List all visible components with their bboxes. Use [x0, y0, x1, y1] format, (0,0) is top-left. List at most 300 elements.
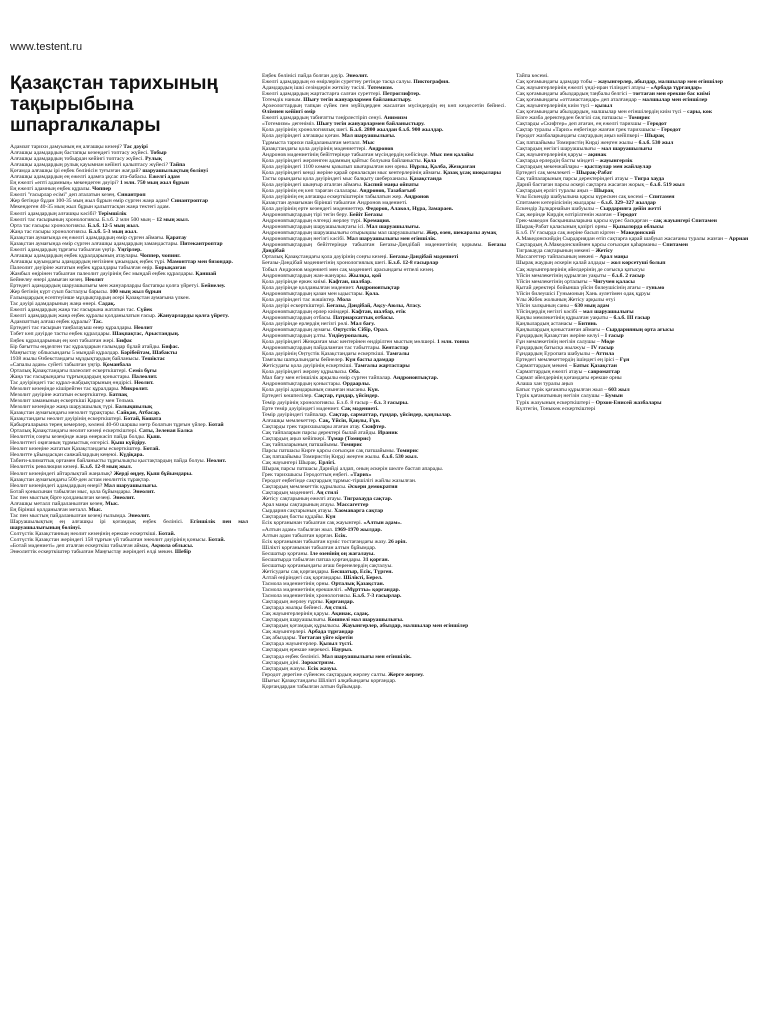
answer-text: Сақ мәдениеті. — [340, 405, 379, 412]
qa-paragraph: Сарматтардың мекені – Батыс Қазақстан — [516, 363, 617, 370]
qa-paragraph: Қола дәуіріндегі тас жәшіктер. Мола — [262, 296, 351, 303]
qa-paragraph: Қола дәуіріндегі шыңғыр аталған аймағы. Каспий маңы ойпаты — [262, 181, 419, 188]
qa-paragraph: Ежелгі адамдардың жартастарға салған суреттері. Петроглифтер. — [262, 91, 421, 98]
qa-paragraph: Қола дәуіріндегі алғашқы қоғам. Мал шаруашылығы. — [262, 133, 396, 140]
answer-text: Қола — [423, 157, 437, 164]
answer-text: Мыс — [362, 139, 375, 146]
qa-paragraph: Алғашқы адамдардың бастапқы кезеңдегі топтасу жүйесі. Тобыр — [10, 150, 167, 157]
qa-paragraph: Қола дәуіріндегі жерленген адамның қайтыс болуына байланысты. Қола — [262, 157, 437, 164]
qa-paragraph: Жер бетінде бұдан 100-35 мың жыл бұрын өмір сүрген жаңа адам? Синантроптар — [10, 198, 208, 205]
qa-paragraph: Андроновтықтардың қоныстары. Ордаарлы. — [262, 381, 371, 388]
qa-paragraph: Сақ тайпаларын парсы деректері былай атайды. Ираник — [262, 429, 398, 436]
qa-paragraph: Тас дәуіріндегі тас құрал-жабдықтарының өндірісі. Неолит. — [10, 379, 154, 386]
answer-text: Б.з.б. 12-5 мың жыл. — [87, 222, 140, 229]
qa-paragraph: Темір дәуірінің хронологиясы. Б.з.б. 8 ғасыр – б.з. 3 ғасыры. — [262, 399, 409, 406]
qa-paragraph: Шырақ-Рабат қаласының қазіргі орны – Қызылорда облысы — [516, 224, 664, 231]
qa-paragraph: Тигракауда сақтарының мекені – Жетісу — [516, 248, 613, 255]
answer-text: Мыс пен қалайы — [430, 151, 474, 158]
qa-paragraph: Ұлы Ескендір шабуылына қарсы күрескен сақ көсемі – Спитамен — [516, 193, 675, 200]
answer-text: Энеолит. — [132, 488, 155, 495]
qa-paragraph: Қола дәуіріндегі кенді жеріне қарай орналасқан мыс кентерлерінің аймағы. Қазақ ұсақ шоқылары — [262, 169, 501, 176]
qa-paragraph: Қазақстан аумағындағы 500-ден астам неолиттік тұрақтар. — [10, 476, 151, 483]
answer-text: Ботай — [208, 422, 224, 429]
qa-paragraph: «Тотемизм» дегеніміз. Шығу тегін жануарлармен байланыстыру. — [262, 121, 425, 128]
qa-paragraph: Сақтардың аңыз кейіпкері. Тұмар (Томирис) — [262, 435, 371, 442]
answer-text: Б.з.б. 7-3 ғасырлар. — [352, 593, 402, 600]
qa-paragraph: Қазақстан аумағынан бірінші табылған Андронов мәдениеті. — [262, 199, 408, 206]
qa-paragraph: Андроновтықтардың негізгі кәсібі. Мал шаруашылығы мен егіншілік. — [262, 236, 437, 243]
qa-paragraph: Сақ жауынгерлерінің әйелдерінің де соғысқа қатысуы — [516, 266, 645, 273]
answer-text: Тұмар (Томирис) — [327, 435, 371, 442]
answer-text: 1 млн. тонна — [437, 339, 469, 346]
answer-text: «Арбада тұрғандар» — [650, 85, 702, 92]
answer-text: Қызыл түсті. — [319, 641, 353, 648]
qa-paragraph: Ең ежелгі адамның еңбек құралы. Чоппер — [10, 186, 112, 193]
qa-paragraph: Сақтар туралы «Тарих» еңбегінде жазған грек тарихшысы – Геродот — [516, 127, 681, 134]
qa-paragraph: Тасмола мәдениетінің орны. Орталық Қазақстан. — [262, 580, 385, 587]
qa-paragraph: Сақ қоғамындағы «оттанастандар» деп аталғандар – малшылар мен егіншілер — [516, 97, 708, 104]
column-1-body — [10, 144, 248, 555]
answer-text: малшылар мен егіншілер — [642, 97, 708, 104]
answer-text: Патриархаттық отбасы. — [332, 314, 395, 321]
qa-paragraph: Ерте темір дәуіріндегі мәдениет. Сақ мәдениеті. — [262, 405, 379, 412]
qa-paragraph: Ескендір Зұлқарнайын шабуылы – Сырдарияға дейін жетті — [516, 206, 662, 213]
answer-text: б.з.б. 530 жыл. — [381, 453, 418, 460]
qa-paragraph: Спитамен көтерілісінің жылдары – б.з.б. 329–327 жылдар — [516, 199, 656, 206]
text-column-2 — [262, 73, 506, 1011]
answer-text: Андронов — [404, 193, 429, 200]
qa-paragraph: «Алтын адам» табылған жыл. 1969-1970 жылдар. — [262, 526, 382, 533]
answer-text: Тешіктас — [141, 355, 165, 362]
qa-paragraph: Неолит кезеңіне жататын Қазақстандағы ескерткіштер. Ботай. — [10, 446, 160, 453]
qa-paragraph: Андроновтықтардың пайдаланған тас табыттары. Кентастар — [262, 345, 409, 352]
qa-paragraph: Адамдардың ішкі сезімдерін жеткізу тәсілі. Тотемизм. — [262, 85, 394, 92]
qa-paragraph: Қола дәуіріндегі Жезқазған мыс кентерінен өндірілген мыстың мөлшері. 1 млн. тонна — [262, 339, 469, 346]
answer-text: Тотемизм. — [367, 85, 394, 92]
answer-text: Чигучен қаласы — [593, 278, 635, 285]
answer-text: Геродот — [617, 212, 637, 219]
answer-text: б.з.б. 519 жыл — [649, 181, 685, 188]
qa-paragraph: Мекендеген 40-35 мың жыл бұрын қалыптасқан жаңа тектегі адам. — [10, 204, 170, 211]
answer-text: Тамғалы — [386, 351, 410, 358]
answer-text: Андронов — [368, 145, 394, 152]
qa-paragraph: Ертедегі көшпелілер. Сақтар, ғұндар, үйсіндер. — [262, 393, 379, 400]
answer-text: Ақинак, садақ. — [331, 611, 370, 618]
qa-paragraph: Тәбет көп дәуірде тасты еңбек құралдары. Шақпақтас, Арыстандың. — [10, 331, 180, 338]
answer-text: Мал шаруашылығы. — [103, 482, 158, 489]
qa-paragraph: Үйсін мемлекетінің құрылған уақыты – б.з.б. 2 ғасыр — [516, 272, 645, 279]
qa-paragraph: Орталық Қазақстандағы қола дәуірінің соңғы кезеңі. Беғазы-Дәндібай мәдениеті — [262, 254, 459, 261]
answer-text: І ғасыр — [604, 333, 624, 340]
answer-text: Күн — [325, 514, 336, 521]
qa-paragraph: Сақ жауынгерлерінің қаруы. Ақинак, садақ. — [262, 611, 370, 618]
qa-paragraph: Үйсін мемлекетінің орталығы – Чигучен қаласы — [516, 278, 635, 285]
document-title: Қазақстан тарихының тақырыбына шпаргалкалары — [10, 73, 218, 136]
answer-text: Жылқы, қой — [348, 272, 382, 279]
qa-paragraph: Жетісудағы сақ қорғандары. Бесшатыр, Есік, Түрген. — [262, 568, 393, 575]
qa-paragraph: Сақ жауынгерлерінің киім түсі – қызыл — [516, 103, 613, 110]
qa-paragraph: Сақтардың мекенжайлары – қыстаулар мен жайлаулар — [516, 163, 652, 170]
answer-text: Тамғалы жартастары — [354, 363, 410, 370]
qa-paragraph: Жетісу сақтарының ежелгі атауы. Тиграхауда сақтар. — [262, 496, 393, 503]
qa-paragraph: Бір бағытты өңделген тас құралдарын ғалымдар бұлай атайды. Бифас. — [10, 343, 180, 350]
answer-text: Неолит. — [206, 458, 227, 465]
answer-text: Андронов, Тазабағъяб — [359, 187, 416, 194]
qa-paragraph: Неолиттегі оқиғаның тұрмыстық өзгерісі. Қыш күйдіру. — [10, 440, 146, 447]
qa-paragraph: Бесшатыр қорғаны. Іле өзенінің оң жағалауы. — [262, 550, 375, 557]
answer-text: Ботай, Кошата — [123, 416, 162, 423]
answer-text: Батпақ — [108, 391, 128, 398]
qa-paragraph: Бесшатыр қорғанындағы ағаш бөренелердің сақталуы. — [262, 562, 393, 569]
answer-text: Рулық — [145, 156, 162, 163]
answer-text: б.з.б. 2 ғасыр — [611, 272, 645, 279]
qa-paragraph: Қола дәуірі ескерткіштері. Беғазы, Дәндібай, Ақсу-Аюлы, Атасу. — [262, 302, 422, 309]
qa-paragraph: Андроновтықтардың шаруашылықтағы ісі. Мал шаруашылығы. — [262, 224, 420, 231]
qa-paragraph: Андроновтықтардың қазан мен ыдыстары. Қола. — [262, 290, 380, 297]
answer-text: Аң стилі. — [324, 605, 348, 612]
answer-text: Борықазған — [155, 264, 186, 271]
qa-paragraph: Сақтардың қоғамдық құрылысы. Жауынгерлер, абыздар, малшылар мен егіншілер — [262, 623, 469, 630]
answer-text: шаруашылықтың бөлінуі — [142, 168, 208, 175]
qa-paragraph: Қола дәуірінің хронологиялық шегі. Б.з.б. 2800 жылдан б.з.б. 900 жылдар. — [262, 127, 444, 134]
answer-text: «Тарих» — [350, 472, 372, 479]
answer-text: 1 млн. 750 мың жыл бұрын — [119, 180, 189, 187]
qa-paragraph: Тасты орындағы қола дәуіріндегі мыс балқыту шеберханасы. Қазақстанда — [262, 175, 442, 182]
answer-text: Мал шаруашылығы мен егіншілік. — [321, 653, 412, 660]
qa-paragraph: Тотемдік наным. Шығу тегін жануарлармен байланыстыру. — [262, 97, 412, 104]
qa-paragraph: Геродот дерегіне сүйенсек сақтардың жерлеу салты. Жерге жерлеу. — [262, 671, 424, 678]
qa-paragraph: Қола дәуірі адамдарының сиынған нысаны. Күн. — [262, 387, 380, 394]
answer-text: Орхон-Енисей жазбалары — [595, 399, 662, 406]
qa-paragraph: Қола дәуірінің Оңтүстік Қазақстандағы ескерткіші. Тамғалы — [262, 351, 410, 358]
qa-paragraph: Геродот еңбегінде сақтардың тұрмыс-тіршілігі жайлы жазылған. — [262, 478, 417, 485]
answer-text: тоғтаған мен ерекше бас киімі — [632, 91, 711, 98]
answer-text: Питекантроптар — [179, 240, 223, 247]
qa-paragraph: Сақтарды «Скифтер» деп атаған, ең ежелгі тарихшы – Геродот — [516, 121, 667, 128]
answer-text: Андроновтықтар — [355, 284, 400, 291]
qa-paragraph: Тас пен мыстың пайдаланылған кезеңі ғылымда. Энеолит. — [10, 512, 151, 519]
answer-text: Садақ. — [98, 301, 116, 308]
answer-text: Есік жазуы. — [307, 665, 338, 672]
answer-text: 630 мың адам — [574, 302, 610, 309]
answer-text: Тобыр — [150, 150, 167, 157]
answer-text: мал шаруашылығы — [582, 308, 634, 315]
qa-paragraph: Андроновтықтардың тірі тегін беру. Бейіт Беғазы — [262, 212, 383, 219]
qa-paragraph: Қола дәуірінің ең алғашқы ескерткіштерін табылатын жер. Андронов — [262, 193, 429, 200]
qa-paragraph: Түрік қағанатының негізін салушы – Бумын — [516, 393, 623, 400]
answer-text: Беғазы, Дәндібай, Ақсу-Аюлы, Атасу. — [326, 302, 422, 309]
answer-text: «Алтын адам». — [363, 520, 402, 527]
site-url[interactable]: www.testent.ru — [10, 41, 83, 53]
answer-text: Неолит. — [134, 379, 154, 386]
answer-text: сары, көк — [687, 109, 713, 116]
qa-paragraph: Темір дәуіріндегі тайпалар. Сақтар, сарматтар, ғұндар, үйсіндер, қаңлылар. — [262, 411, 452, 418]
qa-paragraph: Сақтардың жерлеу ғұрпы. Қорғандар. — [262, 599, 355, 606]
answer-text: 603 жыл — [608, 387, 630, 394]
qa-paragraph: Ғұндардың Қазақстан жеріне келуі – І ғасыр — [516, 333, 624, 340]
qa-paragraph: Ежелгі адамдардың алғашқы кәсібі? Терімшілік — [10, 210, 127, 217]
answer-text: Қоманбала — [102, 361, 131, 368]
qa-paragraph: Сақтардың діні. Зороастризм. — [262, 659, 335, 666]
answer-text: Мал шаруашылығы мен егіншілік. — [346, 236, 437, 243]
answer-text: Бифас. — [161, 343, 180, 350]
answer-text: Орталық Қазақстан. — [331, 580, 385, 587]
qa-paragraph: Сақ жауынгерлерінің қаруы – ақинак — [516, 151, 607, 158]
qa-paragraph: Андроновтықтардың өлгенді жерлеу түрі. Кремация. — [262, 218, 391, 225]
qa-paragraph: Сақтардың ерекше мерекесі. Наурыз. — [262, 647, 353, 654]
answer-text: Жерге жерлеу. — [388, 671, 424, 678]
qa-paragraph: Еңбек құралдарының ең көп табылған жері. Бифас — [10, 337, 133, 344]
qa-paragraph: Жаңа тас ғасырындағы тұрғындардың қоныстары. Палеолит. — [10, 373, 158, 380]
answer-text: Неолит — [133, 325, 153, 332]
qa-paragraph: Бізге жазба деректерден белгілі сақ патшасы – Томирис — [516, 115, 651, 122]
qa-paragraph: Ежелгі адамдардың жаңа тас ғасырына жататын тас. Сүйек — [10, 307, 153, 314]
answer-text: Энеолит. — [345, 73, 369, 79]
qa-paragraph: Сақтардың басты құдайы. Күн — [262, 514, 336, 521]
qa-paragraph: Сақтардың негізгі шаруашылығы – мал шаруашылығы — [516, 145, 653, 152]
qa-paragraph: Сақ қоғамындағы адамдар тобы – жауынгерлер, абыздар, малшылар мен егіншілер — [516, 79, 723, 86]
qa-paragraph: Қазақстан аумағында ең ежелгі адамдардың өмір сүрген аймағы. Қаратау — [10, 234, 187, 241]
qa-paragraph: Қазақстандағы неолит дәуірінің ескерткіштері. Ботай, Кошата — [10, 416, 162, 423]
answer-text: 1969-1970 жылдар. — [334, 526, 382, 533]
qa-paragraph: Ежелгі адамдардың жаңа еңбек құралы қолданылатын ғасыр. Жануарларды қолға үйрету. — [10, 313, 229, 320]
answer-text: Егіншілік пен мал шаруашылығының бөлінуі. — [10, 518, 248, 531]
qa-paragraph: Күлтегін, Тоныкөк ескерткіштері — [516, 405, 596, 412]
qa-paragraph: Ежелгі адамдардың табиғатты тәңірлестіріп сенуі. Анимизм — [262, 115, 408, 122]
answer-text: Томирис — [340, 441, 363, 448]
answer-text: ІV ғасыр — [590, 345, 614, 352]
qa-paragraph: Ежелгі адамдардың өз өмірлерін суреттеу ретінде тасқа салуы. Пиктография. — [262, 79, 450, 86]
answer-text: Спитамен — [662, 242, 688, 249]
answer-text: Батыс Қазақстан — [573, 363, 617, 370]
qa-paragraph: Есік қорғанынан табылған сақ жауынгері. «Алтын адам». — [262, 520, 402, 527]
answer-text: Тас дәуірі — [123, 144, 148, 150]
answer-text: Б.з.б. 2800 жылдан б.з.б. 900 жылдар. — [349, 127, 444, 134]
answer-text: қыстаулар мен жайлаулар — [584, 163, 652, 170]
qa-paragraph: Андроновтықтардың ерлер киімдері. Кафтан, шалбар, етік — [262, 308, 406, 315]
answer-text: жол көрсетуші болып — [610, 260, 666, 267]
qa-paragraph: Ғалымдардың есептеуінше мұздықтардың әсері Қазақстан аумағына үлкен. — [10, 295, 190, 302]
answer-text: Кентастар — [381, 345, 409, 352]
answer-text: Энеолит. — [112, 494, 135, 501]
qa-paragraph: Неолиттік революция кезеңі. Б.з.б. 12-8 мың жыл. — [10, 464, 133, 471]
answer-text: Андроновтықтар. — [392, 375, 439, 382]
qa-paragraph: Сақтарда жауынгерлер. Қызыл түсті. — [262, 641, 353, 648]
qa-paragraph: Сақ жауынгерлері. Арбада тұрғандар — [262, 629, 354, 636]
answer-text: Балықшылық — [115, 404, 153, 411]
qa-paragraph: Қазақстан аумағындағы мезолит тұрақтары. Сайқан, Атбасар. — [10, 410, 161, 417]
answer-text: Қызылорда облысы — [612, 224, 664, 231]
qa-paragraph: Сақтардың ерлігі туралы аңыз – Шырақ — [516, 187, 614, 194]
qa-paragraph: Андроновтықтардың аумағы. Оңтүстік Сібір, Орал. — [262, 326, 389, 333]
answer-text: Шығу тегін жануарлармен байланыстыру. — [316, 121, 425, 128]
answer-text: б.з. 3 ғасыры. — [374, 399, 409, 406]
qa-paragraph: Шаруашылықтың ең алғашқы ірі қоғамдық еңбек бөлінісі. Егіншілік пен мал шаруашылығының бөлінуі. — [10, 518, 248, 531]
answer-text: Қыш. — [146, 434, 162, 441]
answer-text: жауынгерлік — [599, 157, 633, 164]
answer-text: Жерді өңдеу, Қыш бұйымдары. — [113, 470, 193, 477]
qa-paragraph: Андронов мәдениетінің бейіттерінде табылған мүсіндердің көбісінде. Мыс пен қалайы — [262, 151, 474, 158]
answer-text: Синантроп — [117, 192, 146, 199]
answer-text: Оба. — [348, 369, 361, 376]
qa-paragraph: Андроновтықтардың отбасы. Патриархаттық отбасы. — [262, 314, 395, 321]
answer-text: Каспий маңы ойпаты — [363, 181, 419, 188]
answer-text: мал шаруашылығы — [601, 145, 653, 152]
qa-paragraph: Адамзат тарихи дамуының ең алғашқы кезеңі? Тас дәуірі — [10, 144, 148, 150]
qa-paragraph: Андроновтықтардың жан-жануары. Жылқы, қой — [262, 272, 382, 279]
answer-text: Чоппер — [92, 186, 112, 193]
qa-paragraph: Сақтардың мемлекеттік құрылысы. Әскери демократия — [262, 484, 398, 491]
answer-text: Шығу тегін жануарлармен байланыстыру. — [303, 97, 412, 104]
answer-text: Геродот — [646, 121, 667, 128]
answer-text: Сақ, Үйсін, Қаңлы, Ғұн. — [318, 417, 381, 424]
qa-paragraph: Сармат әйелдерінің қоғамдағы ерекше орны — [516, 375, 622, 382]
answer-text: Үндіеуропалық. — [328, 333, 369, 340]
answer-text: Наурыз. — [331, 647, 353, 654]
qa-paragraph: Орталық Қазақстандағы палеолит ескерткіштері. Семіз бұғы — [10, 367, 157, 374]
answer-text: Әскери демократия — [347, 484, 398, 491]
answer-text: Бейіт Беғазы — [349, 212, 383, 219]
qa-paragraph: Сақтардың А.Македонскиймен қарсы соғысқан қаһарманы – Спитамен — [516, 242, 688, 249]
answer-text: Қорғандар. — [325, 599, 355, 606]
answer-text: Шілікті, Берел. — [343, 574, 383, 581]
qa-paragraph: Археологтардың тапқан сүйек пен мүйіздерден жасалған мүсіндердің ең көп кездесетін бейнесі. Өлімнен кейінгі өмір — [262, 103, 506, 116]
answer-text: Битянь — [578, 320, 597, 327]
answer-text: Нұрлы, Қалба, Жезқазған — [409, 163, 476, 170]
answer-text: Мал шаруашылығы. — [366, 224, 420, 231]
answer-text: Тас. — [92, 319, 103, 326]
qa-paragraph: Жаңа тас ғасыры хронологиясы. Б.з.б. 5-3 мың жыл. — [10, 228, 138, 235]
answer-text: қызыл — [595, 103, 613, 110]
answer-text: 100 мың жыл бұрын — [109, 289, 162, 296]
answer-text: Қазақ ұсақ шоқылары — [443, 169, 501, 176]
qa-paragraph: Сақ тайпаларының парсы деректеріндегі атауы – Тигра хауда — [516, 175, 664, 182]
qa-paragraph: Энеолиттік ескерткіштер табылған Маңғыстау жеріндегі елді мекен. Шебір — [10, 549, 191, 556]
answer-text: Қыш күйдіру. — [111, 440, 146, 447]
answer-text: 12 мың жыл. — [156, 216, 190, 223]
qa-paragraph: Ертедегі сақ мемлекеті – Шырақ-Рабат — [516, 169, 613, 176]
answer-text: Қаратау — [165, 234, 187, 241]
qa-paragraph: Неолит кезеңіндегі адамдардың өнері? Мал шаруашылығы. — [10, 482, 158, 489]
qa-paragraph: Андроновтықтардың ұлты. Үндіеуропалық. — [262, 333, 369, 340]
answer-text: Бейнелеу. — [201, 283, 226, 290]
qa-paragraph: Ежелгі тас ғасырының хронологиясы. Б.з.б. 2 млн 500 мың – 12 мың жыл. — [10, 216, 190, 223]
qa-paragraph: Сақ абыздары. Тоғтаған үйге кіретін — [262, 635, 353, 642]
answer-text: Сүйек — [136, 307, 153, 314]
qa-paragraph: Тобыл Андронов мәдениеті мен сақ мәдениеті арасындағы өтпелі кезең. — [262, 266, 435, 273]
answer-text: Терімшілік — [97, 210, 127, 217]
qa-paragraph: Сарматтардың ежелгі атауы – савроматтар — [516, 369, 620, 376]
answer-text: Арбада тұрғандар — [307, 629, 354, 636]
answer-text: Сайқан, Атбасар. — [116, 410, 161, 417]
qa-paragraph: Табиғи-климаттық ортамен байланысты тұрғылықты қыстақтардың пайда болуы. Неолит. — [10, 458, 227, 465]
answer-text: Анимизм — [383, 115, 408, 122]
qa-paragraph: Грек-македон басқыншыларына қарсы күрес басқарған – сақ жауынгері Спитамен — [516, 218, 717, 225]
qa-paragraph: Сақ қоғамындағы абыздардың таңбалы белгісі – тоғтаған мен ерекше бас киімі — [516, 91, 711, 98]
answer-text: Ботай. — [143, 446, 160, 453]
answer-text: Саты, Зеленая Балка — [138, 428, 193, 435]
qa-paragraph: Алғашқы адамдардың еңбек құралдарының атаулары. Чоппер, чопинг. — [10, 252, 181, 259]
qa-paragraph: Қаңлы мемлекетінің құрылған уақыты – б.з.б. III ғасыр — [516, 314, 651, 321]
answer-text: Күдіқара. — [119, 452, 144, 459]
answer-text: Көшпелі мал шаруашылығы. — [327, 617, 404, 624]
answer-text: Геродот — [661, 127, 681, 134]
qa-paragraph: Ең ежелгі «епті адамның» мекендеген дәуірі? 1 млн. 750 мың жыл бұрын — [10, 180, 189, 187]
qa-paragraph: Қола дәуіріндегі жерлеу құрылысы. Оба. — [262, 369, 361, 376]
answer-text: Бифас — [116, 337, 133, 344]
qa-paragraph: Сақ патшайымы Томиристің Кирді жеңген жылы – б.з.б. 530 жыл — [516, 139, 674, 146]
answer-text: Ғұн — [619, 357, 630, 364]
qa-paragraph: Сақ жерінде Кирдің өлтірілгенін жазған – Геродот — [516, 212, 637, 219]
qa-paragraph: Ғұндардың батысқа жылжуы – ІV ғасыр — [516, 345, 614, 352]
qa-paragraph: Қазақстандағы қола дәуірінің мәдениеттері. Андронов — [262, 145, 394, 152]
answer-text: Бәрібейтам, Шабакты — [120, 349, 178, 356]
answer-text: 26 әріп. — [388, 538, 407, 545]
answer-text: Ерлігі. — [318, 460, 336, 466]
answer-text: Үңгірлер. — [117, 246, 142, 253]
qa-paragraph: Ботай қонысынан табылған мыс, қола бұйымдары. Энеолит. — [10, 488, 155, 495]
answer-text: Массагеттер — [336, 502, 369, 509]
qa-paragraph: Тайпа көсемі. — [516, 73, 549, 79]
answer-text: Мөде — [601, 339, 615, 346]
answer-text: Шырақ-Рабат — [576, 169, 613, 176]
answer-text: Палеолит. — [131, 373, 158, 380]
qa-paragraph: «Ботай мәдениеті» деп аталған ескерткіш табылған аймақ. Ақмола облысы. — [10, 543, 194, 550]
qa-paragraph: Мезолит заманының ескерткіші Қарасу мен Тельма. — [10, 397, 135, 404]
answer-text: Қола. — [365, 290, 380, 297]
qa-paragraph: Алғашқы адамдардың рулық қауымнан кейінгі қалыптасу жүйесі? Тайпа — [10, 162, 186, 169]
qa-paragraph: Сақтарды грек тарихшылары атаған атау. Скифтер. — [262, 423, 386, 430]
answer-text: Беғазы-Дәндібай мәдениеті — [389, 254, 459, 261]
qa-paragraph: А.Македонскийдің Сырдариядан өтіп сақтарға қарай шабуыл жасағаны туралы жазған – Арриан — [516, 236, 749, 243]
answer-text: Кафтан, шалбар. — [328, 278, 372, 285]
qa-paragraph: Тасмола мәдениетінің хронологиясы. Б.з.б. 7-3 ғасырлар. — [262, 593, 402, 600]
qa-paragraph: Мезолит кезеңінде жаңа шаруашылық түрі. Балықшылық — [10, 404, 153, 411]
qa-paragraph: Орта тас ғасыры хронологиясы. Б.з.б. 12-5 мың жыл. — [10, 222, 140, 229]
answer-text: Чоппер, чопинг. — [139, 252, 181, 259]
answer-text: б.з.б. 530 жыл — [638, 139, 674, 146]
answer-text: Тигра хауда — [634, 175, 664, 182]
answer-text: Күн. — [367, 387, 380, 394]
answer-text: Сырдарияның орта ағысы — [605, 326, 674, 333]
answer-text: Томирис — [396, 447, 419, 454]
answer-text: Аттила — [595, 351, 615, 358]
qa-paragraph: Сақтардың шаруашылығы. Көшпелі мал шаруашылығы. — [262, 617, 404, 624]
qa-paragraph: Адамзаттың алғаш еңбек құралы? Тас. — [10, 319, 103, 326]
qa-paragraph: Қола дәуірінің ең көп тараған салалары. Андронов, Тазабағъяб — [262, 187, 416, 194]
qa-paragraph: Мал бағу мен егіншілік арқылы өмір сүрген тайпалар. Андроновтықтар. — [262, 375, 439, 382]
qa-paragraph: Сақ жауынгері Шырақ. Ерлігі. — [262, 460, 336, 466]
qa-paragraph: Сақ тайпаларының патшайымы. Томирис — [262, 441, 363, 448]
qa-paragraph: Қола дәуірінде ерлердің негізгі рөлі. Мал бағу. — [262, 320, 375, 327]
qa-paragraph: Жетісудағы қола дәуірінің ескерткіші. Тамғалы жартастары — [262, 363, 410, 370]
qa-paragraph: Үйсін халқының саны – 630 мың адам — [516, 302, 610, 309]
qa-paragraph: Алғашқы металл пайдаланылған кезең. Мыс. — [10, 500, 119, 507]
qa-paragraph: Сақтардың мәдениеті. Аң стилі — [262, 490, 339, 497]
qa-paragraph: Неолит кезеңіндегі айтарлықтай жаңалық? Жерді өңдеу, Қыш бұйымдары. — [10, 470, 193, 477]
qa-paragraph: Андроновтықтардың шаруашылығы отырықшы мал шаруашылығы. Жер, өзен, шекаралы аумақ — [262, 230, 497, 237]
answer-text: Сақтар, сарматтар, ғұндар, үйсіндер, қаңлылар. — [328, 411, 452, 418]
qa-paragraph: Шілікті қорғанынан табылған алтын бұйымдар. — [262, 544, 377, 551]
answer-text: Шырақ — [644, 133, 665, 140]
answer-text: Энеолит. — [127, 512, 151, 519]
answer-text: Мола — [336, 296, 351, 303]
answer-text: сақ жауынгері Спитамен — [653, 218, 717, 225]
qa-paragraph: Бейнелеу өнері дамыған кезең. Неолит — [10, 277, 104, 284]
answer-text: Неолит — [84, 277, 104, 284]
qa-paragraph: Дарий бастаған парсы әскері сақтарға жасаған жорық – б.з.б. 519 жыл — [516, 181, 685, 188]
qa-paragraph: Сақ қоғамындағы абыздардың, малшылар мен егіншілердің киім түсі – сары, көк — [516, 109, 713, 116]
